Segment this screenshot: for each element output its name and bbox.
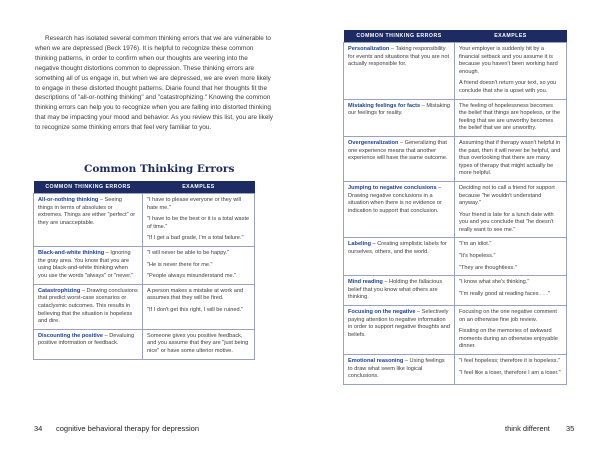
error-description: – Creating simplistic labels for ourselves, others, and the world. (348, 241, 447, 256)
example-text: Deciding not to call a friend for support because "he wouldn't understand anyway." (459, 184, 555, 207)
header-errors: COMMON THINKING ERRORS (344, 30, 455, 43)
examples-cell (455, 181, 567, 238)
examples-cell (455, 99, 567, 136)
header-examples: EXAMPLES (143, 181, 255, 194)
example-text: "I have to please everyone or they will hate me." (147, 197, 242, 211)
header-errors: COMMON THINKING ERRORS (34, 181, 143, 194)
running-head-left: cognitive behavioral therapy for depression (56, 424, 200, 433)
table-row (344, 276, 567, 306)
example-text: "I'm an idiot." (459, 241, 492, 248)
error-term: Overgeneralization (348, 139, 399, 146)
error-description: – Seeing things in terms of absolutes or extremes. Things are either "perfect" or they are unacceptable. (38, 197, 136, 226)
error-term: Mistaking feelings for facts (348, 102, 421, 109)
error-description: – Using feelings to draw what seem like logical conclusions. (348, 358, 445, 380)
example-text: "If I get a bad grade, I'm a total failure." (147, 235, 244, 242)
table-row (344, 99, 567, 136)
thinking-errors-table-right (343, 30, 567, 385)
examples-cell (455, 136, 567, 181)
table-row (344, 355, 567, 385)
error-term: Catastrophizing (38, 287, 81, 294)
example-text: "I feel like a loser, therefore I am a loser." (459, 369, 561, 376)
intro-paragraph: Research has isolated several common thinking errors that we are vulnerable to when we are depressed (Beck 1976). It is helpful to recognize these common thinking patterns, in order to confirm when our thoughts are veering into the negative thought distortions common to depression. These thinking errors are something all of us engage in, but when we are depressed, we are even more likely to engage in these distorted thought patterns. Diane found that her thoughts fit the descriptions of "all-or-nothing thinking" and "catastrophizing." Knowing the common thinking errors can help you to recognize when you are falling into distorted thinking that may be impacting your mood and behavior. As you review this list, you are likely to recognize some thinking errors that feel very familiar to you. (35, 35, 273, 132)
error-term: Personalization (348, 46, 390, 52)
error-term: Black-and-white thinking (38, 249, 105, 256)
table-row (34, 284, 255, 329)
table-body (344, 43, 567, 385)
example-text: "I will never be able to be happy." (147, 249, 230, 256)
thinking-errors-table-left (33, 181, 255, 360)
examples-cell (455, 306, 567, 355)
error-cell (34, 194, 143, 247)
error-cell (344, 43, 455, 100)
example-text: A friend doesn't return your text, so you conclude that she is upset with you. (459, 80, 557, 94)
example-text: "I know what she's thinking." (459, 279, 530, 286)
examples-cell (143, 284, 255, 329)
error-description: – Devaluing positive information or feedback. (38, 332, 135, 347)
example-text: "He is never there for me." (147, 261, 213, 268)
examples-cell (143, 194, 255, 247)
error-cell (344, 306, 455, 355)
example-text: "I feel hopeless; therefore it is hopeless." (459, 358, 560, 364)
section-title: Common Thinking Errors (84, 163, 235, 175)
example-text: The feeling of hopelessness becomes the belief that things are hopeless, or the feeling that we are unworthy becomes the belief that we are unworthy. (459, 102, 561, 132)
example-text: "People always misunderstand me." (147, 273, 237, 280)
right-page (300, 0, 600, 450)
error-term: Mind reading (348, 279, 383, 286)
example-text: "They are thoughtless." (459, 264, 517, 271)
examples-cell (455, 276, 567, 306)
error-cell (344, 355, 455, 385)
table-row (34, 194, 255, 247)
error-term: Jumping to negative conclusions (348, 184, 437, 191)
error-cell (34, 329, 143, 359)
error-description: – Holding the fallacious belief that you know what others are thinking. (348, 279, 443, 301)
page-number-right: 35 (566, 424, 575, 433)
table-row (34, 329, 255, 359)
table-body (34, 194, 255, 360)
example-text: Fixating on the memories of awkward moments during an otherwise enjoyable dinner. (459, 328, 558, 350)
error-cell (344, 99, 455, 136)
example-text: A person makes a mistake at work and assumes that they will be fired. (147, 287, 244, 302)
error-cell (344, 276, 455, 306)
example-text: "It's hopeless." (459, 253, 496, 260)
error-cell (344, 181, 455, 238)
error-description: – Selectively paying attention to negative information in order to support negative thoughts and beliefs. (348, 309, 451, 338)
table-row (344, 43, 567, 100)
table-row (344, 306, 567, 355)
running-head-right: think different (505, 424, 550, 433)
error-term: All-or-nothing thinking (38, 197, 99, 203)
error-term: Focusing on the negative (348, 309, 416, 316)
table-row (344, 181, 567, 238)
error-cell (34, 246, 143, 284)
error-description: – Generalizing that one experience means that another experience will have the same outcome. (348, 139, 448, 162)
error-term: Discounting the positive (38, 332, 103, 339)
error-description: – Taking responsibility for events and situations that you are not actually responsible for. (348, 46, 450, 68)
examples-cell (455, 43, 567, 100)
page-number-left: 34 (34, 424, 43, 433)
example-text: "If I don't get this right, I will be ruined." (147, 306, 244, 313)
error-description: – Drawing negative conclusions in a situation when there is no evidence or indication to support that conclusion. (348, 184, 442, 214)
example-text: "I'm really good at reading faces . . ." (459, 290, 550, 297)
error-description: – Drawing conclusions that predict worst-case scenarios or cataclysmic outcomes. This results in believing that the situation is hopeless and dire. (38, 287, 138, 325)
error-term: Emotional reasoning (348, 358, 404, 364)
error-description: – Mistaking our feelings for reality. (348, 102, 450, 117)
example-text: Someone gives you positive feedback, and you assume that they are "just being nice" or have some ulterior motive. (147, 332, 249, 354)
error-term: Labeling (348, 241, 371, 248)
examples-cell (455, 355, 567, 385)
table-row (344, 136, 567, 181)
examples-cell (455, 238, 567, 276)
examples-cell (143, 246, 255, 284)
example-text: Focusing on the one negative comment on an otherwise fine job review. (459, 309, 557, 323)
error-cell (34, 284, 143, 329)
error-description: – Ignoring the gray area. You know that you are using black-and-white thinking when you use the words "always" or "never." (38, 249, 134, 279)
examples-cell (143, 329, 255, 359)
example-text: "I have to be the best or it is a total waste of time." (147, 216, 250, 230)
header-examples: EXAMPLES (455, 30, 567, 43)
table-row (344, 238, 567, 276)
example-text: Your friend is late for a lunch date with you and you conclude that "he doesn't really want to see me." (459, 211, 554, 233)
error-cell (344, 136, 455, 181)
example-text: Assuming that if therapy wasn't helpful in the past, then it will never be helpful, and thus overlooking that there are many types of therapy that might actually be more helpful. (459, 139, 561, 177)
error-cell (344, 238, 455, 276)
table-row (34, 246, 255, 284)
example-text: Your employer is suddenly hit by a financial setback and you assume it is because you haven't been working hard enough. (459, 46, 558, 75)
